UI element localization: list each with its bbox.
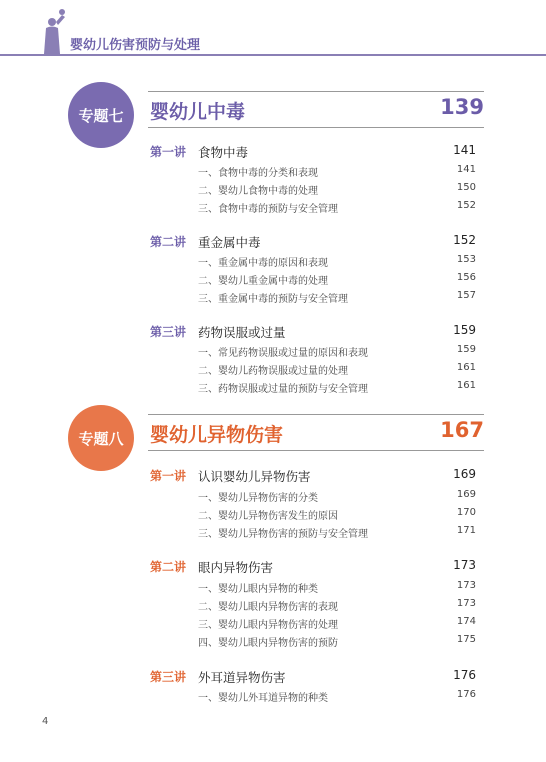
item-text: 二、婴幼儿药物误服或过量的处理	[198, 366, 348, 377]
item-text: 一、重金属中毒的原因和表现	[198, 258, 328, 269]
lecture-number: 第三讲	[150, 670, 187, 684]
item-page: 170	[456, 507, 476, 518]
lecture-page: 159	[453, 323, 476, 337]
item-page: 157	[456, 290, 476, 301]
item-page: 150	[456, 182, 476, 193]
item-text: 一、婴幼儿眼内异物的种类	[198, 584, 318, 595]
lecture-number: 第一讲	[150, 145, 187, 159]
lecture-page: 173	[453, 558, 476, 572]
item-text: 一、婴幼儿异物伤害的分类	[198, 493, 318, 504]
lecture-number: 第二讲	[150, 235, 187, 249]
item-text: 三、食物中毒的预防与安全管理	[198, 204, 338, 215]
item-page: 174	[456, 616, 476, 627]
item-page: 161	[456, 362, 476, 373]
divider	[148, 450, 484, 451]
item-page: 171	[456, 525, 476, 536]
lecture-page: 169	[453, 467, 476, 481]
item-page: 173	[456, 580, 476, 591]
lecture-title: 认识婴幼儿异物伤害	[198, 469, 311, 484]
divider	[148, 91, 484, 92]
lecture-number: 第二讲	[150, 560, 187, 574]
item-page: 153	[456, 254, 476, 265]
lecture-title: 重金属中毒	[198, 235, 261, 250]
item-text: 三、重金属中毒的预防与安全管理	[198, 294, 348, 305]
item-page: 156	[456, 272, 476, 283]
divider	[148, 414, 484, 415]
item-text: 二、婴幼儿眼内异物伤害的表现	[198, 602, 338, 613]
topic-page: 139	[440, 95, 484, 119]
lecture-title: 食物中毒	[198, 145, 249, 160]
lecture-number: 第一讲	[150, 469, 187, 483]
item-page: 161	[456, 380, 476, 391]
item-page: 175	[456, 634, 476, 645]
item-text: 二、婴幼儿异物伤害发生的原因	[198, 511, 338, 522]
mother-child-icon	[32, 8, 68, 54]
item-page: 141	[456, 164, 476, 175]
item-text: 四、婴幼儿眼内异物伤害的预防	[198, 638, 338, 649]
lecture-title: 外耳道异物伤害	[198, 670, 286, 685]
page-number: 4	[42, 716, 49, 727]
lecture-number: 第三讲	[150, 325, 187, 339]
item-page: 176	[456, 689, 476, 700]
topic-badge: 专题八	[68, 405, 134, 471]
header-rule	[0, 54, 546, 56]
item-text: 二、婴幼儿食物中毒的处理	[198, 186, 318, 197]
lecture-title: 药物误服或过量	[198, 325, 286, 340]
item-text: 一、婴幼儿外耳道异物的种类	[198, 693, 328, 704]
page-header	[0, 0, 546, 58]
item-page: 169	[456, 489, 476, 500]
item-page: 152	[456, 200, 476, 211]
lecture-title: 眼内异物伤害	[198, 560, 274, 575]
lecture-page: 176	[453, 668, 476, 682]
item-text: 二、婴幼儿重金属中毒的处理	[198, 276, 328, 287]
lecture-page: 141	[453, 143, 476, 157]
item-text: 一、常见药物误服或过量的原因和表现	[198, 348, 368, 359]
item-text: 三、药物误服或过量的预防与安全管理	[198, 384, 368, 395]
item-text: 三、婴幼儿异物伤害的预防与安全管理	[198, 529, 368, 540]
topic-badge: 专题七	[68, 82, 134, 148]
topic-title: 婴幼儿中毒	[150, 101, 246, 123]
divider	[148, 127, 484, 128]
item-text: 三、婴幼儿眼内异物伤害的处理	[198, 620, 338, 631]
topic-title: 婴幼儿异物伤害	[150, 424, 284, 446]
item-page: 159	[456, 344, 476, 355]
book-title: 婴幼儿伤害预防与处理	[70, 38, 201, 53]
topic-page: 167	[440, 418, 484, 442]
lecture-page: 152	[453, 233, 476, 247]
item-page: 173	[456, 598, 476, 609]
item-text: 一、食物中毒的分类和表现	[198, 168, 318, 179]
